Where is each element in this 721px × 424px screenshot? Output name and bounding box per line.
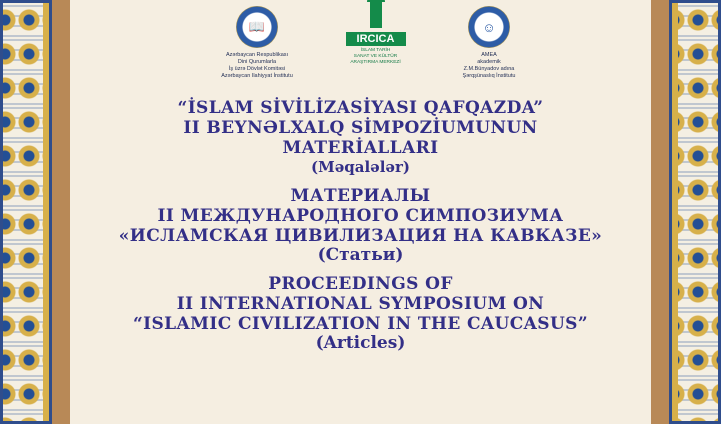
ircica-brand: IRCICA <box>346 32 406 46</box>
institute-of-theology-logo <box>202 6 312 80</box>
en-subtitle: (Articles) <box>315 333 406 353</box>
ru-subtitle: (Статьи) <box>317 245 404 265</box>
az-title-line-3: MATERİALLARI <box>282 138 439 158</box>
cover-content <box>70 0 651 424</box>
az-title-line-2: II BEYNƏLXALQ SİMPOZİUMUNUN <box>183 118 538 138</box>
right-ornamental-border <box>669 0 721 424</box>
center-logo-caption: İSLAM TARİH SANAT VE KÜLTÜR ARAŞTIRMA MERKEZİ <box>350 48 401 65</box>
portrait-emblem-icon: ☺ <box>468 6 510 48</box>
right-logo-caption: AMEA akademik Z.M.Bünyadov adına Şərqşünaslıq İnstitutu <box>462 52 516 79</box>
az-subtitle: (Məqalələr) <box>311 158 410 176</box>
minaret-icon <box>370 0 382 28</box>
ru-title-line-3: «ИСЛАМСКАЯ ЦИВИЛИЗАЦИЯ НА КАВКАЗЕ» <box>118 226 603 246</box>
left-logo-caption: Azərbaycan Respublikası Dini Qurumlarla İş üzrə Dövlət Komitəsi Azərbaycan Ilahiyyat İnstitutu <box>221 52 293 79</box>
russian-title <box>70 186 651 264</box>
english-title <box>70 274 651 352</box>
az-title-line-1: “İSLAM SİVİLİZASİYASI QAFQAZDA” <box>177 98 544 118</box>
ircica-logo <box>328 0 423 66</box>
book-emblem-icon: 📖 <box>236 6 278 48</box>
en-title-line-3: “ISLAMIC CIVILIZATION IN THE CAUCASUS” <box>132 314 589 334</box>
institute-of-oriental-studies-logo <box>434 6 544 80</box>
ru-title-line-2: II МЕЖДУНАРОДНОГО СИМПОЗИУМА <box>157 206 564 226</box>
en-title-line-2: II INTERNATIONAL SYMPOSIUM ON <box>176 294 545 314</box>
en-title-line-1: PROCEEDINGS OF <box>268 274 453 294</box>
azerbaijani-title <box>70 98 651 176</box>
left-ornamental-border <box>0 0 52 424</box>
logo-row <box>70 0 651 98</box>
ru-title-line-1: МАТЕРИАЛЫ <box>290 186 431 206</box>
